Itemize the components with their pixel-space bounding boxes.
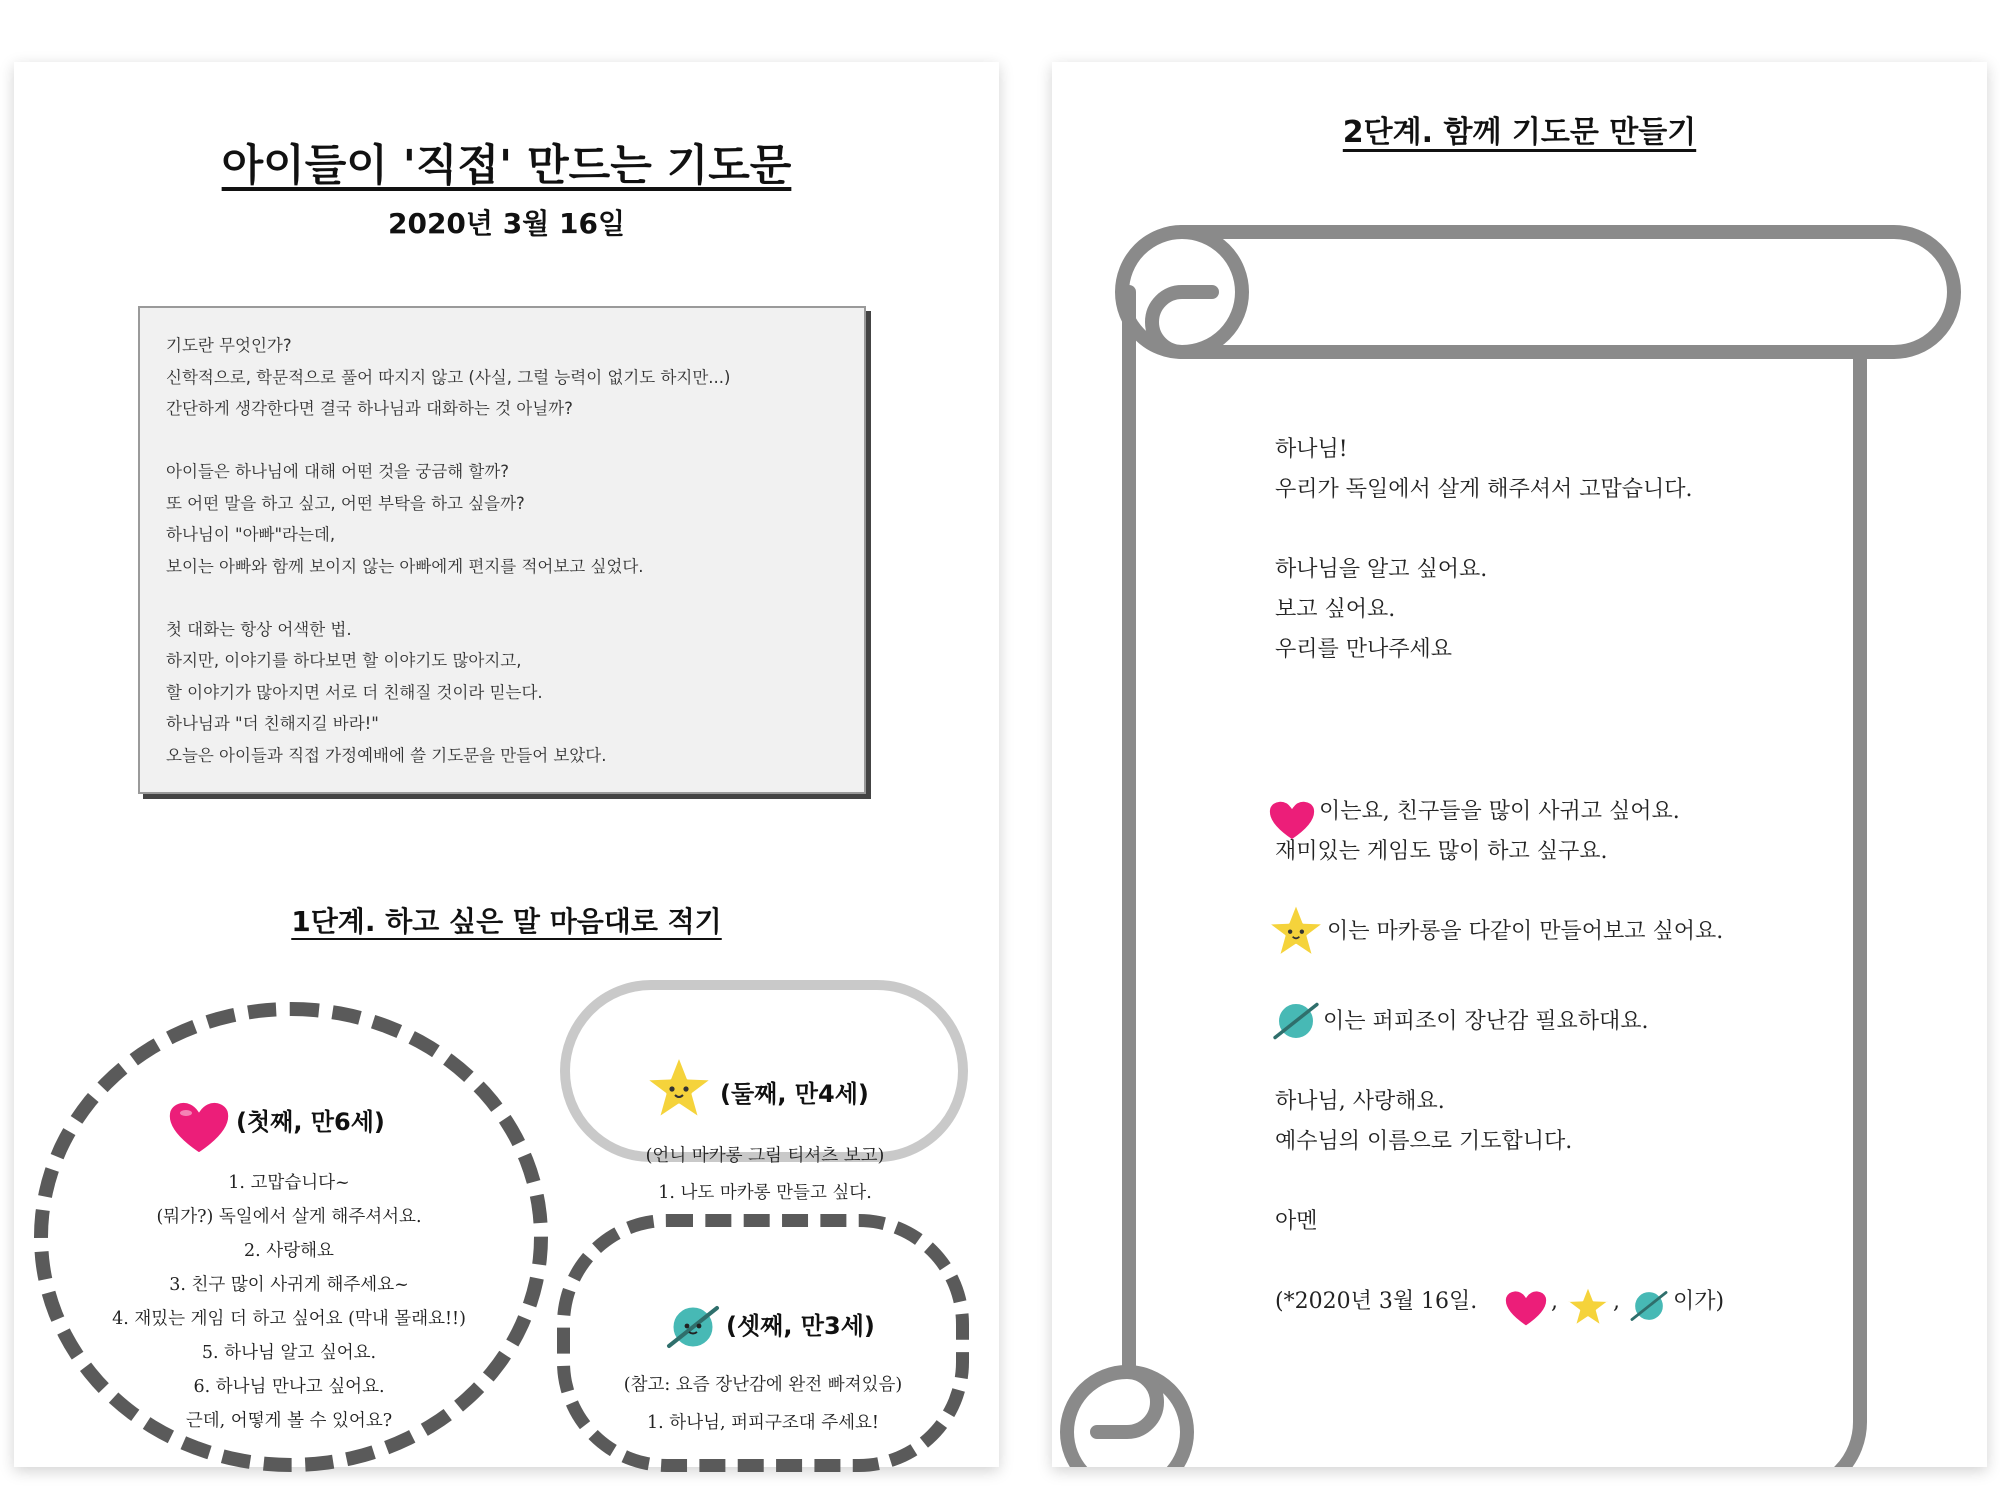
child3-label: (셋째, 만3세) bbox=[726, 1312, 875, 1340]
letter-line: 하나님! bbox=[1275, 437, 1348, 462]
child1-line: 1. 고맙습니다~ bbox=[228, 1173, 350, 1193]
intro-line bbox=[166, 582, 838, 614]
letter-line: 보고 싶어요. bbox=[1275, 597, 1396, 622]
child2-line: (언니 마카롱 그림 티셔츠 보고) bbox=[645, 1146, 885, 1166]
intro-box bbox=[138, 306, 866, 794]
letter-line: 아멘 bbox=[1275, 1209, 1318, 1234]
intro-line: 하나님과 "더 친해지길 바라!" bbox=[166, 714, 379, 733]
scroll-frame bbox=[1052, 62, 1987, 1467]
page-title: 아이들이 '직접' 만드는 기도문 bbox=[221, 141, 792, 191]
letter-line: 이는요, 친구들을 많이 사귀고 싶어요. bbox=[1319, 799, 1680, 824]
letter-line: 우리가 독일에서 살게 해주셔서 고맙습니다. bbox=[1275, 477, 1693, 502]
step1-title: 1단계. 하고 싶은 말 마음대로 적기 bbox=[291, 905, 722, 938]
letter-line: 이는 퍼피조이 장난감 필요하대요. bbox=[1323, 1009, 1649, 1034]
child1-line: 3. 친구 많이 사귀게 해주세요~ bbox=[169, 1275, 409, 1295]
letter-line: 예수님의 이름으로 기도합니다. bbox=[1275, 1129, 1573, 1154]
child1-text bbox=[44, 1166, 534, 1438]
letter-line: 하나님을 알고 싶어요. bbox=[1275, 557, 1488, 582]
child2-line: 1. 나도 마카롱 만들고 싶다. bbox=[658, 1183, 872, 1203]
date-line: 2020년 3월 16일 bbox=[387, 207, 626, 240]
intro-line: 첫 대화는 항상 어색한 법. bbox=[166, 619, 352, 639]
intro-line: 보이는 아빠와 함께 보이지 않는 아빠에게 편지를 적어보고 싶었다. bbox=[166, 556, 644, 576]
child1-line: 2. 사랑해요 bbox=[244, 1241, 334, 1261]
child3-text bbox=[567, 1366, 959, 1442]
letter-line: 재미있는 게임도 많이 하고 싶구요. bbox=[1275, 839, 1608, 864]
child1-line: 근데, 어떻게 볼 수 있어요? bbox=[185, 1411, 393, 1431]
signature-end: 이가) bbox=[1673, 1289, 1725, 1314]
letter-line: 우리를 만나주세요 bbox=[1275, 637, 1453, 662]
intro-line bbox=[166, 425, 838, 457]
child2-text bbox=[570, 1138, 960, 1212]
signature-separator: , bbox=[1551, 1289, 1558, 1314]
child3-line: (참고: 요즘 장난감에 완전 빠져있음) bbox=[623, 1375, 903, 1395]
child2-label: (둘째, 만4세) bbox=[720, 1080, 869, 1108]
intro-line: 간단하게 생각한다면 결국 하나님과 대화하는 것 아닐까? bbox=[166, 399, 573, 418]
letter-line: 이는 마카롱을 다같이 만들어보고 싶어요. bbox=[1327, 919, 1724, 944]
intro-line: 또 어떤 말을 하고 싶고, 어떤 부탁을 하고 싶을까? bbox=[166, 493, 525, 513]
child2-bubble bbox=[560, 980, 968, 1162]
planet-icon bbox=[1269, 994, 1323, 1048]
intro-line: 아이들은 하나님에 대해 어떤 것을 궁금해 할까? bbox=[166, 462, 510, 481]
planet-icon bbox=[1627, 1284, 1671, 1328]
heart-icon bbox=[1503, 1288, 1549, 1328]
planet-icon bbox=[662, 1296, 724, 1358]
child3-line: 1. 하나님, 퍼피구조대 주세요! bbox=[647, 1413, 879, 1433]
heart-icon bbox=[166, 1098, 232, 1156]
star-icon bbox=[1265, 900, 1327, 960]
star-icon bbox=[642, 1052, 716, 1122]
signature-start: (*2020년 3월 16일. bbox=[1275, 1289, 1478, 1314]
child1-line: 6. 하나님 만나고 싶어요. bbox=[193, 1377, 385, 1397]
intro-line: 신학적으로, 학문적으로 풀어 따지지 않고 (사실, 그럴 능력이 없기도 하지만...) bbox=[166, 367, 731, 387]
intro-line: 하나님이 "아빠"라는데, bbox=[166, 525, 336, 544]
left-page bbox=[14, 62, 999, 1467]
intro-line: 기도란 무엇인가? bbox=[166, 336, 292, 355]
right-page bbox=[1052, 62, 1987, 1467]
step2-title: 2단계. 함께 기도문 만들기 bbox=[1342, 115, 1697, 150]
signature-separator: , bbox=[1613, 1289, 1620, 1314]
child1-line: 4. 재밌는 게임 더 하고 싶어요 (막내 몰래요!!) bbox=[112, 1309, 466, 1329]
star-icon bbox=[1565, 1284, 1611, 1328]
intro-line: 할 이야기가 많아지면 서로 더 친해질 것이라 믿는다. bbox=[166, 682, 543, 702]
intro-line: 오늘은 아이들과 직접 가정예배에 쓸 기도문을 만들어 보았다. bbox=[166, 745, 607, 765]
child1-label: (첫째, 만6세) bbox=[236, 1108, 385, 1136]
letter-line: 하나님, 사랑해요. bbox=[1275, 1089, 1445, 1114]
intro-line: 하지만, 이야기를 하다보면 할 이야기도 많아지고, bbox=[166, 651, 522, 670]
child1-line: (뭐가?) 독일에서 살게 해주셔서요. bbox=[156, 1207, 422, 1227]
child1-line: 5. 하나님 알고 싶어요. bbox=[201, 1343, 377, 1363]
